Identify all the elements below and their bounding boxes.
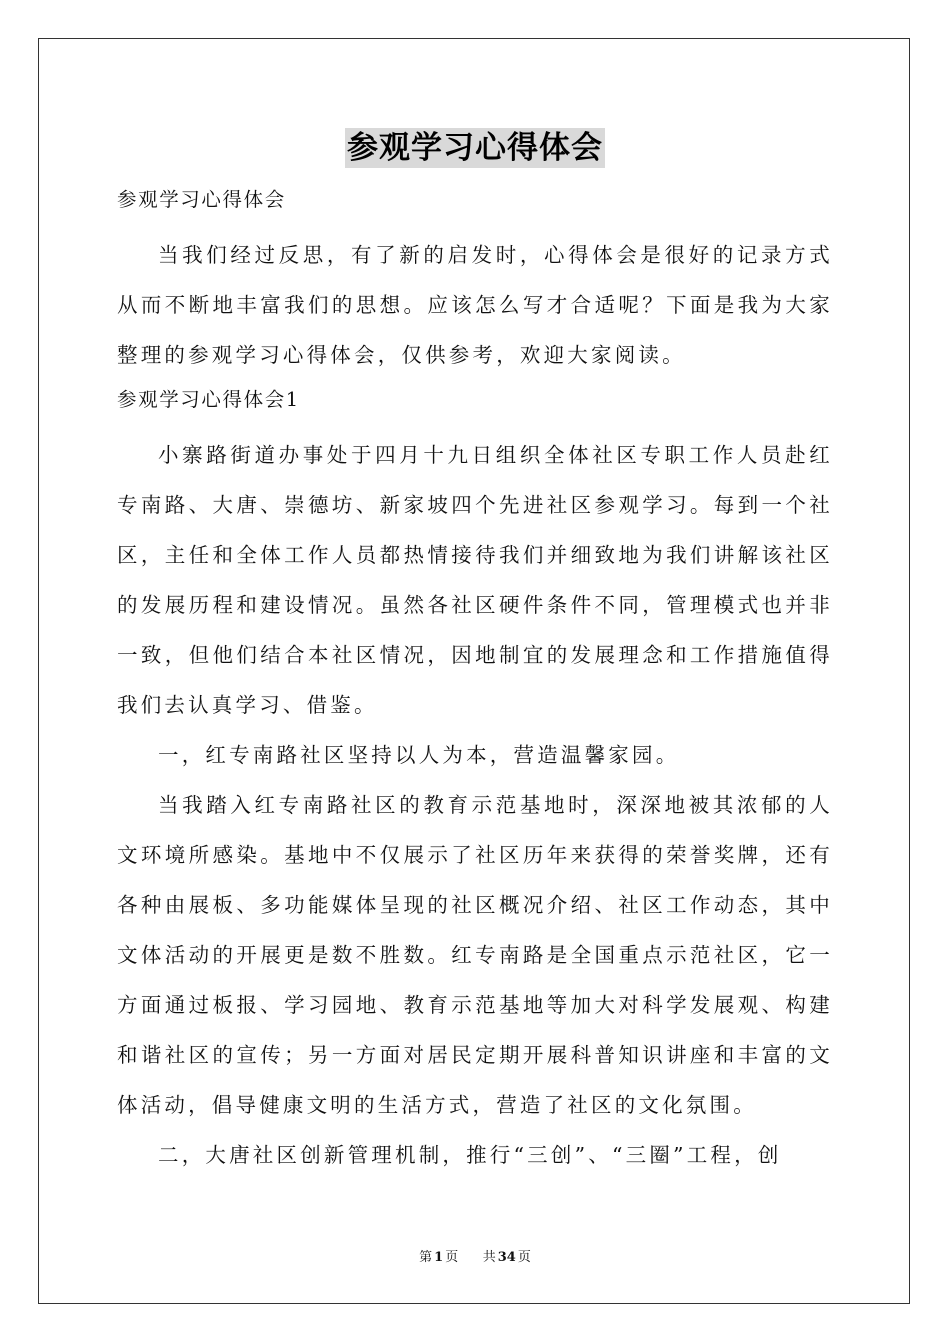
intro-paragraph: 当我们经过反思，有了新的启发时，心得体会是很好的记录方式从而不断地丰富我们的思想。应该怎么写才合适呢？下面是我为大家整理的参观学习心得体会，仅供参考，欢迎大家阅读。 <box>117 243 833 367</box>
document-title: 参观学习心得体会 <box>347 130 603 166</box>
title-container <box>0 128 950 168</box>
page-indicator <box>417 1250 460 1265</box>
document-body <box>117 180 833 1180</box>
page-footer <box>0 1246 950 1265</box>
page-suffix: 页 <box>445 1250 459 1265</box>
page-prefix: 第 <box>419 1250 433 1265</box>
section-heading: 参观学习心得体会1 <box>117 388 300 411</box>
total-pages: 34 <box>497 1250 516 1265</box>
body-paragraph: 小寨路街道办事处于四月十九日组织全体社区专职工作人员赴红专南路、大唐、崇德坊、新家坡四个先进社区参观学习。每到一个社区，主任和全体工作人员都热情接待我们并细致地为我们讲解该社区的发展历程和建设情况。虽然各社区硬件条件不同，管理模式也并非一致，但他们结合本社区情况，因地制宜的发展理念和工作措施值得我们去认真学习、借鉴。 <box>117 443 833 717</box>
page-number: 1 <box>434 1250 444 1265</box>
total-pages-indicator <box>481 1250 533 1265</box>
body-paragraph: 当我踏入红专南路社区的教育示范基地时，深深地被其浓郁的人文环境所感染。基地中不仅展示了社区历年来获得的荣誉奖牌，还有各种由展板、多功能媒体呈现的社区概况介绍、社区工作动态，其中文体活动的开展更是数不胜数。红专南路是全国重点示范社区，它一方面通过板报、学习园地、教育示范基地等加大对科学发展观、构建和谐社区的宣传；另一方面对居民定期开展科普知识讲座和丰富的文体活动，倡导健康文明的生活方式，营造了社区的文化氛围。 <box>117 793 833 1117</box>
body-paragraph: 一，红专南路社区坚持以人为本，营造温馨家园。 <box>158 743 680 767</box>
total-prefix: 共 <box>482 1250 496 1265</box>
section-heading: 参观学习心得体会 <box>117 188 286 211</box>
body-paragraph: 二，大唐社区创新管理机制，推行“三创”、“三圈”工程，创 <box>158 1143 782 1167</box>
total-suffix: 页 <box>517 1250 531 1265</box>
